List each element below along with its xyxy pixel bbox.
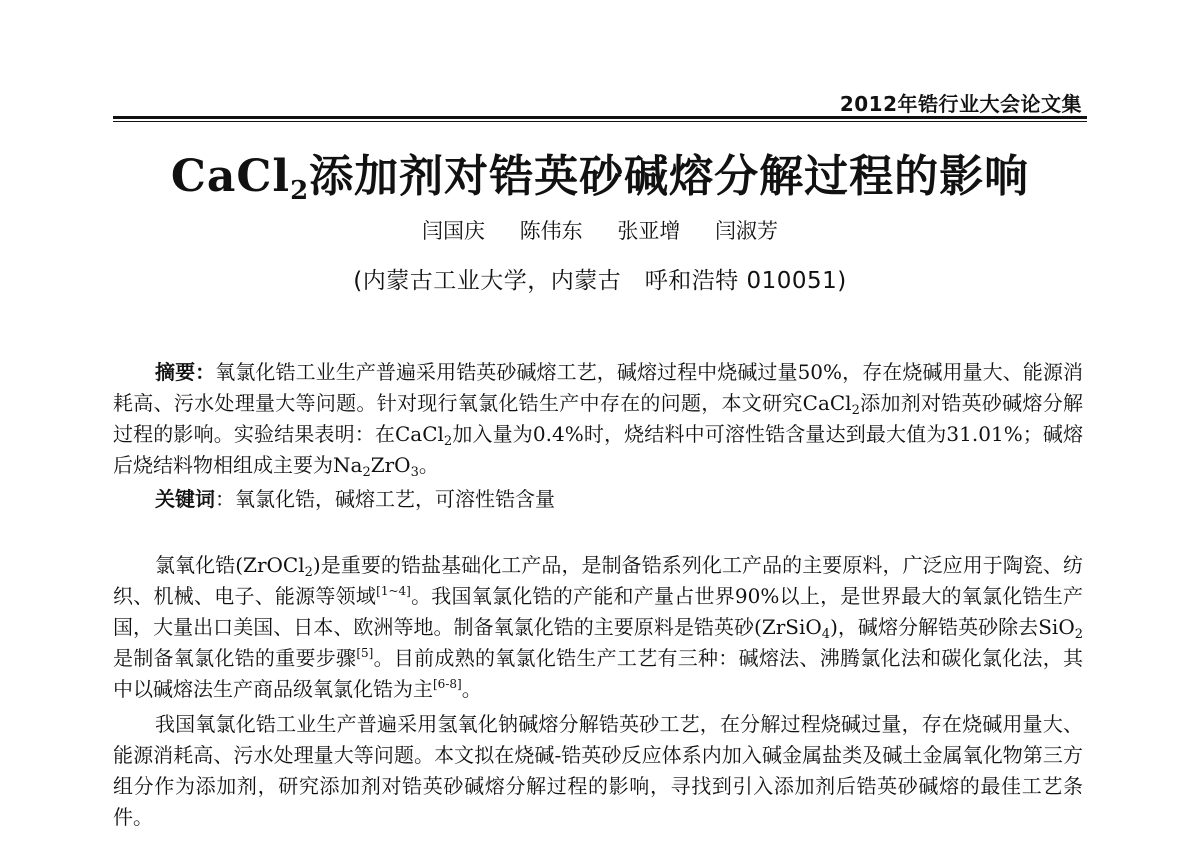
title-formula-subscript: 2 [290,176,310,206]
paper-title [0,140,1200,206]
abstract-text: 。 [418,453,439,477]
citation: [1~4] [376,584,411,598]
body-text: 。我国氧氯化锆的产能和产量占世界90%以上，是世界最大的氧氯化锆生产国，大量出口美国、日本、欧洲等地。制备氧氯化锆的主要原料是锆英砂(ZrSiO [113,584,1084,639]
header-rule-thin [113,121,1087,122]
body-text: 是制备氧氯化锆的重要步骤 [113,646,357,670]
author: 闫淑芳 [715,219,779,243]
body-text: )是重要的锆盐基础化工产品，是制备锆系列化工产品的主要原料，广泛应用于陶瓷、纺织、机械、电子、能源等领域 [113,553,1083,608]
body-text: 。 [461,677,482,701]
subscript: 3 [410,465,419,480]
author: 闫国庆 [421,219,485,243]
running-head: 2012年锆行业大会论文集 [839,92,1082,116]
subscript: 2 [304,565,313,580]
body-paragraph-2: 我国氧氯化锆工业生产普遍采用氢氧化钠碱熔分解锆英砂工艺，在分解过程烧碱过量，存在烧碱用量大、能源消耗高、污水处理量大等问题。本文拟在烧碱-锆英砂反应体系内加入碱金属盐类及碱土金属氧化物第三方组分作为添加剂，研究添加剂对锆英砂碱熔分解过程的影响，寻找到引入添加剂后锆英砂碱熔的最佳工艺条件。 [113,712,1083,829]
author: 张亚增 [617,219,681,243]
citation: [6-8] [433,677,462,691]
author-list [0,215,1200,245]
subscript: 2 [362,465,371,480]
keywords-text: ：氧氯化锆，碱熔工艺，可溶性锆含量 [215,487,555,511]
title-text: 添加剂对锆英砂碱熔分解过程的影响 [309,151,1030,202]
subscript: 4 [821,627,831,642]
abstract-text: 加入量为0.4%时，烧结料中可溶性锆含量达到最大值为31.01%；碱熔后烧结料物相组成主要为Na [113,422,1083,477]
subscript: 2 [443,434,453,449]
abstract-text: 添加剂对锆英砂碱熔分解过程的影响。实验结果表明：在CaCl [113,391,1083,446]
citation: [5] [356,646,374,660]
body-text: 。目前成熟的氧氯化锆生产工艺有三种：碱熔法、沸腾氯化法和碳化氯化法，其中以碱熔法生产商品级氧氯化锆为主 [113,646,1084,701]
keywords [113,484,1083,515]
body-paragraph-1 [113,550,1083,705]
header-rule-thick [113,116,1087,119]
subscript: 2 [851,403,860,418]
affiliation: (内蒙古工业大学，内蒙古 呼和浩特 010051) [353,268,847,294]
abstract-label: 摘要： [155,360,216,384]
abstract-text: 氧氯化锆工业生产普遍采用锆英砂碱熔工艺，碱熔过程中烧碱过量50%，存在烧碱用量大、能源消耗高、污水处理量大等问题。针对现行氧氯化锆生产中存在的问题，本文研究CaCl [113,360,1084,415]
body-text: )，碱熔分解锆英砂除去SiO [830,615,1075,639]
abstract-text: ZrO [370,453,411,477]
title-formula: CaCl [170,151,291,202]
abstract [113,357,1083,481]
keywords-label: 关键词 [155,487,215,511]
subscript: 2 [1074,627,1083,642]
body-text: 氯氧化锆(ZrOCl [155,553,305,577]
author: 陈伟东 [519,219,583,243]
